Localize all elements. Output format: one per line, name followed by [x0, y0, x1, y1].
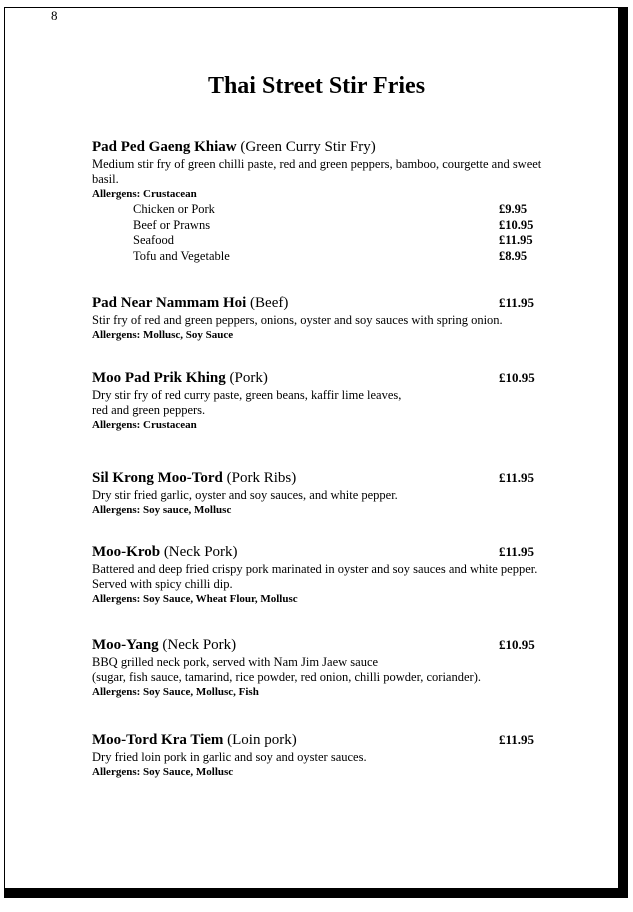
dish-subtitle: (Green Curry Stir Fry): [240, 139, 376, 155]
description-line: Dry stir fry of red curry paste, green beans, kaffir lime leaves,: [92, 388, 402, 402]
dish-heading: [92, 469, 592, 487]
dish-name: Moo Pad Prik Khing: [92, 370, 226, 386]
dish-description: [92, 750, 592, 765]
dish-name: Moo-Yang: [92, 637, 159, 653]
dish-subtitle: (Pork Ribs): [226, 470, 297, 486]
dish-subtitle: (Neck Pork): [162, 637, 237, 653]
dish-heading: [92, 138, 592, 156]
dish-name: Moo-Krob: [92, 544, 161, 560]
description-line: (sugar, fish sauce, tamarind, rice powder, red onion, chilli powder, coriander).: [92, 670, 481, 684]
option-row: [92, 249, 592, 265]
dish-description: [92, 157, 592, 187]
description-line: Stir fry of red and green peppers, onions, oyster and soy sauces with spring onion.: [92, 313, 503, 327]
dish-name: Sil Krong Moo-Tord: [92, 470, 223, 486]
dish-description: [92, 313, 592, 328]
dish-subtitle: (Neck Pork): [163, 544, 238, 560]
dish-description: [92, 388, 592, 418]
allergens-note: Allergens: Crustacean: [92, 419, 197, 431]
description-line: Dry stir fried garlic, oyster and soy sauces, and white pepper.: [92, 488, 398, 502]
allergens-note: Allergens: Soy Sauce, Mollusc, Fish: [92, 686, 259, 698]
page-number: 8: [51, 8, 58, 23]
dish-heading: [92, 294, 592, 312]
description-line: red and green peppers.: [92, 403, 206, 417]
dish-price: £10.95: [499, 370, 535, 385]
dish-name: Pad Near Nammam Hoi: [92, 295, 247, 311]
description-line: BBQ grilled neck pork, served with Nam Jim Jaew sauce: [92, 655, 379, 669]
dish-description: [92, 488, 592, 503]
dish-price: £11.95: [499, 295, 535, 310]
allergens-note: Allergens: Soy Sauce, Wheat Flour, Mollusc: [92, 593, 298, 605]
menu-item-moo-tord-kra-tiem: [92, 731, 592, 780]
dish-heading: [92, 543, 592, 561]
dish-subtitle: (Pork): [229, 370, 268, 386]
allergens-note: Allergens: Crustacean: [92, 188, 197, 200]
allergens-note: Allergens: Soy Sauce, Mollusc: [92, 766, 234, 778]
menu-item-pad-near-nammam-hoi: [92, 294, 592, 343]
option-row: [92, 202, 592, 218]
dish-price: £11.95: [499, 544, 535, 559]
menu-item-moo-yang: [92, 636, 592, 700]
option-price: £10.95: [499, 217, 534, 232]
option-label: Chicken or Pork: [133, 202, 215, 216]
allergens-note: Allergens: Mollusc, Soy Sauce: [92, 329, 234, 341]
description-line: Medium stir fry of green chilli paste, red and green peppers, bamboo, courgette and sweet: [92, 157, 542, 171]
description-line: Served with spicy chilli dip.: [92, 577, 233, 591]
dish-description: [92, 562, 592, 592]
description-line: Dry fried loin pork in garlic and soy and oyster sauces.: [92, 750, 367, 764]
menu-item-moo-krob: [92, 543, 592, 607]
description-line: Battered and deep fried crispy pork marinated in oyster and soy sauces and white pepper.: [92, 562, 538, 576]
dish-subtitle: (Loin pork): [227, 732, 297, 748]
dish-price: £11.95: [499, 470, 535, 485]
menu-item-moo-pad-prik-khing: [92, 369, 592, 433]
option-row: [92, 233, 592, 249]
dish-subtitle: (Beef): [250, 295, 289, 311]
dish-description: [92, 655, 592, 685]
option-row: [92, 218, 592, 234]
dish-price: £10.95: [499, 637, 535, 652]
option-price: £11.95: [499, 233, 533, 247]
option-label: Beef or Prawns: [133, 217, 211, 232]
allergens-note: Allergens: Soy sauce, Mollusc: [92, 504, 232, 516]
menu-item-pad-ped-gaeng-khiaw: [92, 138, 592, 264]
dish-heading: [92, 636, 592, 654]
option-label: Tofu and Vegetable: [133, 248, 230, 263]
dish-name: Pad Ped Gaeng Khiaw: [92, 139, 237, 155]
description-line: basil.: [92, 172, 119, 186]
dish-name: Moo-Tord Kra Tiem: [92, 732, 224, 748]
dish-heading: [92, 369, 592, 387]
option-label: Seafood: [133, 233, 174, 247]
dish-price: £11.95: [499, 732, 535, 747]
menu-item-sil-krong-moo-tord: [92, 469, 592, 518]
option-price: £8.95: [499, 248, 528, 263]
option-price: £9.95: [499, 202, 528, 216]
page-title: Thai Street Stir Fries: [207, 73, 426, 99]
dish-heading: [92, 731, 592, 749]
